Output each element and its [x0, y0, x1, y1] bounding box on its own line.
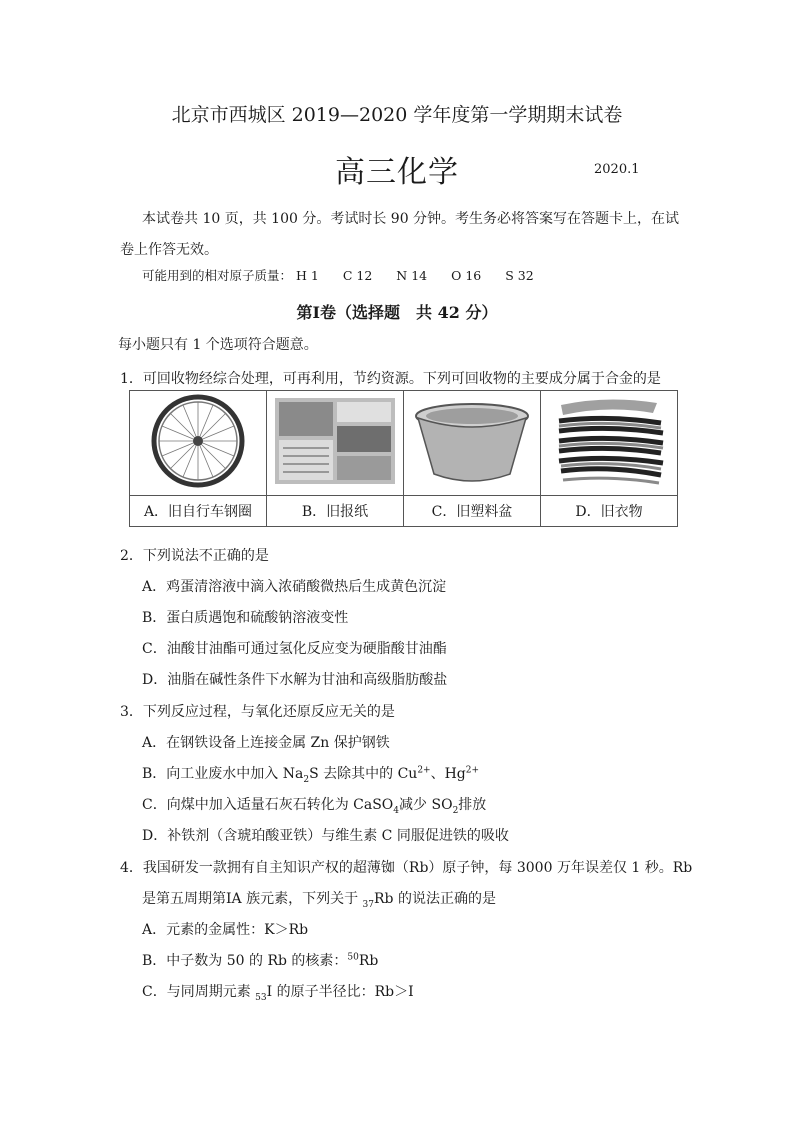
q3-b-sup-hg: 2+ [465, 765, 480, 776]
q2-stem: 2．下列说法不正确的是 [120, 548, 269, 564]
q1-option-b: B．旧报纸 [267, 496, 404, 527]
q1-stem: 1．可回收物经综合处理，可再利用，节约资源。下列可回收物的主要成分属于合金的是 [120, 371, 661, 387]
q3-c-text-1: C．向煤中加入适量石灰石转化为 CaSO [142, 797, 394, 813]
q2-option-d: D．油脂在碱性条件下水解为甘油和高级脂肪酸盐 [142, 672, 448, 688]
q2-option-c: C．油酸甘油酯可通过氢化反应变为硬脂酸甘油酯 [142, 641, 447, 657]
q3-c-sub-4: 4 [393, 805, 400, 816]
exam-subject: 高三化学 [335, 155, 459, 190]
q3-b-text-3: 、Hg [430, 766, 466, 782]
q3-b-sub-2: 2 [303, 774, 310, 785]
atom-n: N 14 [396, 268, 428, 283]
plastic-basin-image [404, 391, 541, 496]
q4-stem2-text-1: 是第五周期第ⅠA 族元素，下列关于 [142, 891, 363, 907]
q4-stem2-text-2: Rb 的说法正确的是 [374, 891, 496, 907]
q4-c-sub-53: 53 [255, 992, 267, 1003]
section-instruction: 每小题只有 1 个选项符合题意。 [118, 337, 318, 353]
atomic-masses [142, 266, 558, 284]
q3-b-sup-cu: 2+ [417, 765, 431, 776]
q3-c-text-2: 减少 SO [399, 797, 453, 813]
q1-option-c: C．旧塑料盆 [404, 496, 541, 527]
q3-option-d: D．补铁剂（含琥珀酸亚铁）与维生素 C 同服促进铁的吸收 [142, 828, 509, 844]
q4-b-sup-50: 50 [347, 952, 359, 963]
atom-o: O 16 [451, 268, 482, 283]
q2-option-b: B．蛋白质遇饱和硫酸钠溶液变性 [142, 610, 349, 626]
q3-option-a: A．在钢铁设备上连接金属 Zn 保护钢铁 [142, 735, 390, 751]
newspaper-image [267, 391, 404, 496]
q1-option-d: D．旧衣物 [541, 496, 678, 527]
q1-option-a: A．旧自行车钢圈 [130, 496, 267, 527]
atom-h: H 1 [296, 268, 319, 283]
q2-option-a: A．鸡蛋清溶液中滴入浓硝酸微热后生成黄色沉淀 [142, 579, 447, 595]
intro-line-1: 本试卷共 10 页，共 100 分。考试时长 90 分钟。考生务必将答案写在答题卡上，在试 [142, 211, 680, 227]
q4-b-text-1: B．中子数为 50 的 Rb 的核素： [142, 953, 348, 969]
q3-option-c [142, 794, 486, 816]
q4-c-text-2: I 的原子半径比：Rb＞I [266, 984, 414, 1000]
q3-b-text-1: B．向工业废水中加入 Na [142, 766, 304, 782]
q4-option-b [142, 950, 378, 970]
q3-c-sub-2: 2 [452, 805, 459, 816]
q3-b-text-2: S 去除其中的 Cu [309, 766, 418, 782]
q4-c-text-1: C．与同周期元素 [142, 984, 256, 1000]
q3-c-text-3: 排放 [458, 797, 487, 813]
atom-c: C 12 [342, 268, 373, 283]
atom-s: S 32 [505, 268, 534, 283]
exam-date: 2020.1 [594, 162, 640, 177]
q4-option-c [142, 981, 414, 1003]
q4-option-a: A．元素的金属性：K＞Rb [142, 922, 309, 938]
q4-stem-line-1: 4．我国研发一款拥有自主知识产权的超薄铷（Rb）原子钟，每 3000 万年误差仅 1 秒。Rb [120, 860, 693, 876]
atomic-masses-label: 可能用到的相对原子质量： [142, 268, 293, 283]
q4-b-text-2: Rb [358, 953, 379, 969]
q1-image-table [129, 390, 678, 527]
old-clothes-image [541, 391, 678, 496]
q4-stem2-sub-37: 37 [362, 899, 374, 910]
q4-stem-line-2 [142, 888, 496, 910]
q3-stem: 3．下列反应过程，与氧化还原反应无关的是 [120, 704, 395, 720]
q3-option-b [142, 763, 479, 785]
bicycle-wheel-image [130, 391, 267, 496]
section-title: 第Ⅰ卷（选择题 共 42 分） [296, 303, 498, 322]
intro-line-2: 卷上作答无效。 [120, 242, 218, 258]
exam-title: 北京市西城区 2019—2020 学年度第一学期期末试卷 [171, 104, 623, 126]
